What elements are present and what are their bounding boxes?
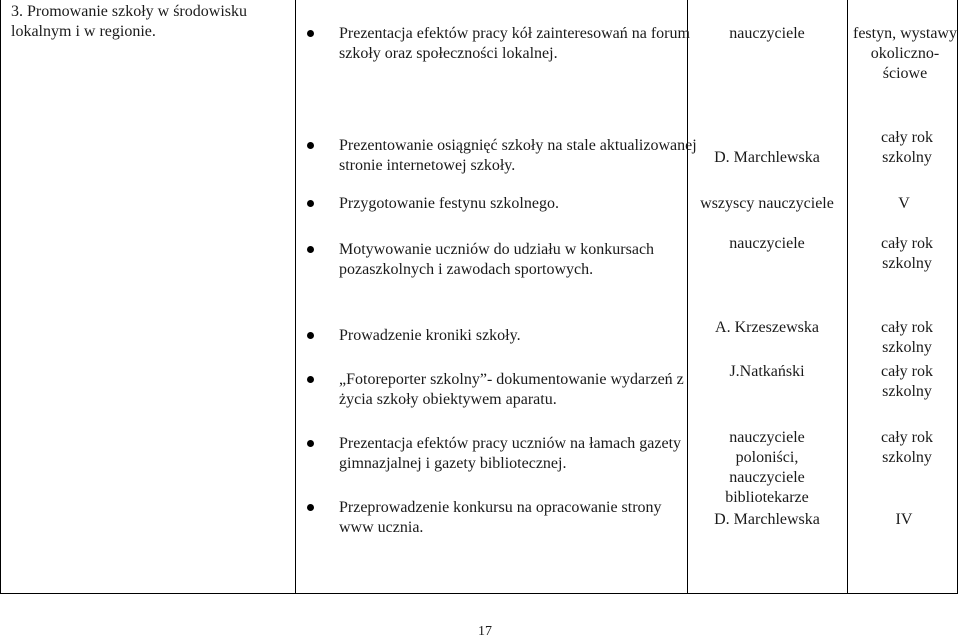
bullet-icon bbox=[307, 376, 314, 383]
bullet-icon bbox=[307, 246, 314, 253]
activity-text: Przygotowanie festynu szkolnego. bbox=[339, 195, 559, 212]
column-divider bbox=[847, 0, 848, 593]
deadline-cell: cały rok szkolny bbox=[881, 429, 933, 466]
responsible-cell: D. Marchlewska bbox=[714, 511, 820, 528]
responsible-cell: D. Marchlewska bbox=[714, 149, 820, 166]
column-divider bbox=[295, 0, 296, 593]
bullet-icon bbox=[307, 142, 314, 149]
deadline-cell: IV bbox=[895, 511, 913, 528]
bullet-icon bbox=[307, 332, 314, 339]
deadline-cell: cały rok szkolny bbox=[881, 363, 933, 400]
deadline-cell: festyn, wystawy okoliczno- ściowe bbox=[853, 25, 957, 82]
activity-text: Przeprowadzenie konkursu na opracowanie strony www ucznia. bbox=[339, 499, 662, 536]
bullet-icon bbox=[307, 30, 314, 37]
activity-text: Prezentacja efektów pracy kół zainteresowań na forum szkoły oraz społeczności lokalnej. bbox=[339, 25, 690, 62]
responsible-cell: wszyscy nauczyciele bbox=[700, 195, 834, 212]
page-number: 17 bbox=[478, 624, 492, 639]
activity-text: „Fotoreporter szkolny”- dokumentowanie wydarzeń z życia szkoły obiektywem aparatu. bbox=[339, 371, 684, 408]
responsible-cell: nauczyciele poloniści, nauczyciele bibliotekarze bbox=[725, 429, 809, 506]
responsible-cell: nauczyciele bbox=[729, 25, 805, 42]
deadline-cell: cały rok szkolny bbox=[881, 235, 933, 272]
task-number-label: 3. Promowanie szkoły w środowisku lokalnym i w regionie. bbox=[11, 3, 247, 40]
deadline-cell: cały rok szkolny bbox=[881, 129, 933, 166]
activity-text: Motywowanie uczniów do udziału w konkursach pozaszkolnych i zawodach sportowych. bbox=[339, 241, 655, 278]
column-divider bbox=[687, 0, 688, 593]
responsible-cell: A. Krzeszewska bbox=[715, 319, 819, 336]
deadline-cell: cały rok szkolny bbox=[881, 319, 933, 356]
deadline-cell: V bbox=[898, 195, 910, 212]
bullet-icon bbox=[307, 440, 314, 447]
responsible-cell: J.Natkański bbox=[729, 363, 805, 380]
bullet-icon bbox=[307, 504, 314, 511]
activity-text: Prezentacja efektów pracy uczniów na łamach gazety gimnazjalnej i gazety bibliotecznej. bbox=[339, 435, 682, 472]
responsible-cell: nauczyciele bbox=[729, 235, 805, 252]
bullet-icon bbox=[307, 200, 314, 207]
activity-text: Prezentowanie osiągnięć szkoły na stale aktualizowanej stronie internetowej szkoły. bbox=[339, 137, 697, 174]
activity-text: Prowadzenie kroniki szkoły. bbox=[339, 327, 521, 344]
